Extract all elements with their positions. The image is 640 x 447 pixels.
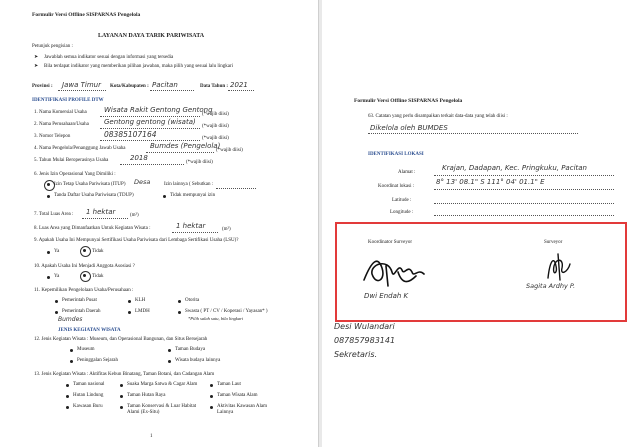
q3-value: 08385107164	[104, 130, 157, 139]
q2-value: Gentong gentong (wisata)	[104, 118, 196, 126]
tahun-label: Data Tahun :	[200, 84, 229, 89]
section-lokasi-heading: IDENTIFIKASI LOKASI	[368, 152, 424, 157]
q8-value: 1 hektar	[176, 222, 206, 230]
q12-opt-sejarah: Peninggalan Sejarah	[77, 358, 118, 363]
q13-opt-2: Suaka Marga Satwa & Cagar Alam	[127, 382, 198, 387]
q13-opt-5: Taman Hutan Raya	[127, 393, 166, 398]
q8-label: 8. Luas Area yang Dimanfaatkan Untuk Kegiatan Wisata :	[34, 226, 151, 231]
form-page-1	[0, 0, 318, 447]
q1-label: 1. Nama Komersial Usaha	[34, 110, 87, 115]
contact-note-line1: Desi Wulandari	[334, 322, 395, 331]
petunjuk-arrow-icon: ➤	[34, 64, 39, 69]
kota-label: Kota/Kabupaten :	[110, 84, 149, 89]
q11-opt-pusat: Pemerintah Pusat	[62, 298, 97, 303]
latitude-label: Latitude :	[392, 198, 412, 203]
page-number: 1	[150, 434, 153, 439]
q6-opt1-handwriting: Desa	[134, 178, 151, 186]
petunjuk-1: Jawablah semua indikator sesuai dengan informasi yang tersedia	[44, 55, 174, 60]
provinsi-value: Jawa Timur	[62, 81, 101, 89]
q10-label: 10. Apakah Usaha Ini Menjadi Anggota Asosiasi ?	[34, 264, 135, 269]
q6-opt3: Tidak mempunyai izin	[170, 193, 216, 198]
q13-opt-4: Hutan Lindung	[73, 393, 104, 398]
q6-opt2: Tanda Daftar Usaha Pariwisata (TDUP)	[54, 193, 134, 198]
page-header: Formulir Versi Offline SISPARNAS Pengelola	[32, 12, 141, 18]
q7-unit: (m²)	[130, 213, 139, 218]
q5-value: 2018	[130, 154, 148, 162]
q11-label: 11. Kepemilikan Pengelolaan Usaha/Perusahaan :	[34, 288, 134, 293]
longitude-label: Longitude :	[390, 210, 414, 215]
koordinat-value: 8° 13' 08.1" S 111° 04' 01.1" E	[436, 178, 545, 186]
q2-required-note: (*wajib diisi)	[202, 124, 229, 129]
q9-ya: Ya	[54, 249, 60, 254]
q4-label: 4. Nama Pengelola/Penanggung Jawab Usaha	[34, 146, 126, 151]
q4-value: Bumdes (Pengelola)	[150, 142, 221, 150]
koordinat-label: Koordinat lokasi :	[378, 184, 415, 189]
q11-opt-lmdh: LMDH	[135, 309, 150, 314]
q13-label: 13. Jenis Kegiatan Wisata : Aktifitas Kebun Binatang, Taman Botani, dan Cadangan Alam	[34, 372, 215, 377]
contact-note-line3: Sekretaris.	[334, 350, 378, 359]
q6-label: 6. Jenis Izin Operasional Yang Dimiliki :	[34, 172, 116, 177]
kota-value: Pacitan	[152, 81, 178, 89]
petunjuk-label: Petunjuk pengisian :	[32, 44, 73, 49]
q11-opt-klh: KLH	[135, 298, 146, 303]
surveyor-name: Sagita Ardhy P.	[526, 282, 576, 290]
surveyor-label: Surveyor	[544, 240, 563, 245]
q3-label: 3. Nomor Telepon	[34, 134, 71, 139]
q11-opt-otorita: Otorita	[185, 298, 200, 303]
alamat-label: Alamat :	[398, 170, 416, 175]
page-header: Formulir Versi Offline SISPARNAS Pengelola	[354, 98, 463, 104]
q1-value: Wisata Rakit Gentong Gentong	[104, 106, 213, 114]
surveyor-signature-icon	[540, 252, 580, 282]
tahun-value: 2021	[230, 81, 248, 89]
q9-label: 9. Apakah Usaha Ini Mempunyai Sertifikasi Usaha Pariwisata dari Lembaga Sertifikasi Usaha (LSU)?	[34, 238, 239, 243]
q13-opt-3: Taman Laut	[217, 382, 241, 387]
q3-required-note: (*wajib diisi)	[202, 136, 229, 141]
petunjuk-2: Bila terdapat indikator yang memberikan pilihan jawaban, maka pilih yang sesuai lalu lingkari	[44, 64, 233, 69]
koordinator-signature-icon	[358, 250, 448, 292]
q12-opt-museum: Museum	[77, 347, 95, 352]
alamat-value: Krajan, Dadapan, Kec. Pringkuku, Pacitan	[442, 164, 587, 172]
q13-opt-9: Aktivitas Kawasan Alam Lainnya	[217, 404, 267, 415]
q7-value: 1 hektar	[86, 208, 116, 216]
q10-tidak: Tidak	[92, 274, 104, 279]
q6-opt1b: Izin lainnya ( Sebutkan :	[164, 182, 214, 187]
q2-label: 2. Nama Perusahaan/Usaha	[34, 122, 89, 127]
koordinator-name: Dwi Endah K	[364, 292, 409, 300]
petunjuk-arrow-icon: ➤	[34, 55, 39, 60]
q5-required-note: (*wajib diisi)	[186, 160, 213, 165]
q7-label: 7. Total Luas Area :	[34, 212, 74, 217]
q10-ya: Ya	[54, 274, 60, 279]
q11-opt-daerah: Pemerintah Daerah	[62, 309, 101, 314]
koordinator-label: Koordinator Surveyor	[368, 240, 413, 245]
q9-tidak: Tidak	[92, 249, 104, 254]
q4-required-note: (*wajib diisi)	[216, 148, 243, 153]
q13-opt-7: Kawasan Buru	[73, 404, 103, 409]
form-title: LAYANAN DAYA TARIK PARIWISATA	[98, 33, 205, 39]
contact-note-line2: 087857983141	[334, 336, 396, 345]
provinsi-label: Provinsi :	[32, 84, 53, 89]
q1-required-note: (*wajib diisi)	[202, 112, 229, 117]
section-jenis-heading: JENIS KEGIATAN WISATA	[58, 328, 121, 333]
q6-opt1: Izin Tetap Usaha Pariwisata (ITUP)	[54, 182, 126, 187]
q11-handwriting: Bumdes	[58, 316, 83, 323]
q63-label: 63. Catatan yang perlu disampaikan terkait data-data yang telah diisi :	[368, 114, 508, 119]
q11-note: *Pilih salah satu, bila lingkari	[188, 316, 244, 321]
q13-opt-8: Taman Konservasi & Luar Habitat Alami (Ex-Situ)	[127, 404, 197, 415]
q13-opt-1: Taman nasional	[73, 382, 105, 387]
q12-opt-budaya-lain: Wisata budaya lainnya	[175, 358, 221, 363]
q8-unit: (m²)	[222, 227, 231, 232]
q63-value: Dikelola oleh BUMDES	[370, 124, 448, 132]
q12-opt-taman-budaya: Taman Budaya	[175, 347, 206, 352]
q11-opt-swasta: Swasta ( PT / CV / Koperasi / Yayasan* )	[185, 309, 268, 314]
q13-opt-6: Taman Wisata Alam	[217, 393, 258, 398]
q5-label: 5. Tahun Mulai Beroperasinya Usaha	[34, 158, 109, 163]
section-profile-heading: IDENTIFIKASI PROFILE DTW	[32, 98, 104, 103]
q12-label: 12. Jenis Kegiatan Wisata : Museum, dan Operasional Bangunan, dan Situs Bersejarah	[34, 337, 208, 342]
